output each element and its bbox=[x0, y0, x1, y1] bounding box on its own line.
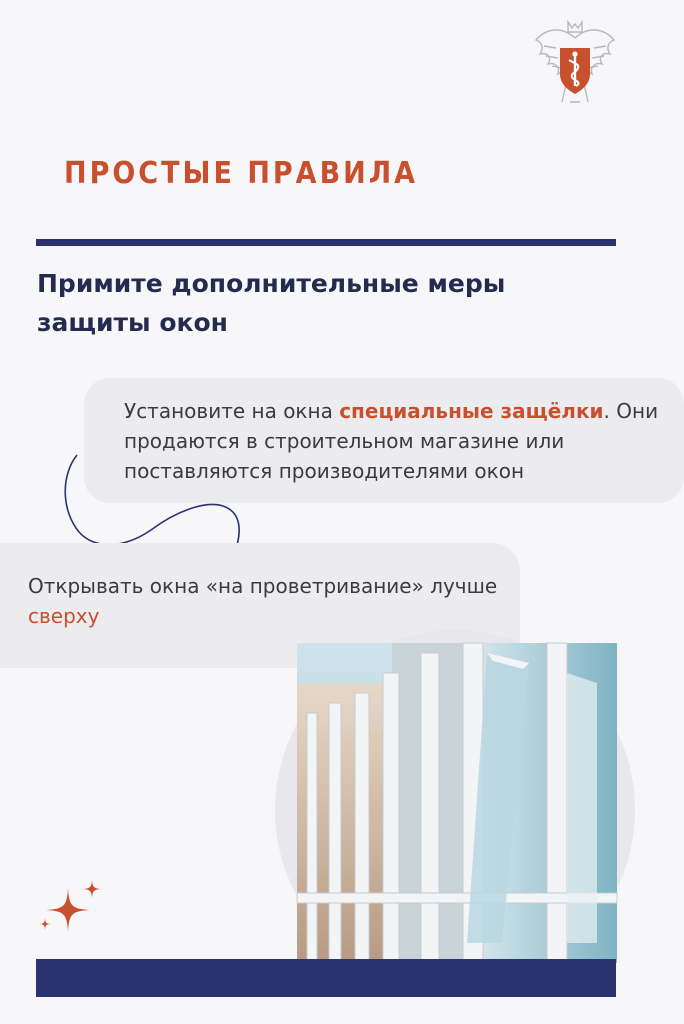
tip-text: Установите на окна bbox=[124, 399, 340, 423]
emblem-icon bbox=[532, 18, 618, 110]
tip-text: Открывать окна «на проветривание» лучше bbox=[28, 574, 498, 598]
tip-bubble-latches bbox=[84, 378, 684, 503]
section-kicker: ПРОСТЫЕ ПРАВИЛА bbox=[64, 156, 419, 191]
top-divider bbox=[36, 239, 616, 246]
four-point-star-icon bbox=[36, 876, 108, 948]
window-photo bbox=[297, 643, 617, 963]
page-title: Примите дополнительные меры защиты окон bbox=[37, 269, 506, 337]
tip-text-end: . Они продаются в строительном магазине или поставляются производителями окон bbox=[124, 399, 659, 483]
footer-bar bbox=[36, 959, 616, 997]
tip-highlight: специальные защёлки bbox=[339, 399, 604, 423]
tip-highlight: сверху bbox=[28, 604, 100, 628]
